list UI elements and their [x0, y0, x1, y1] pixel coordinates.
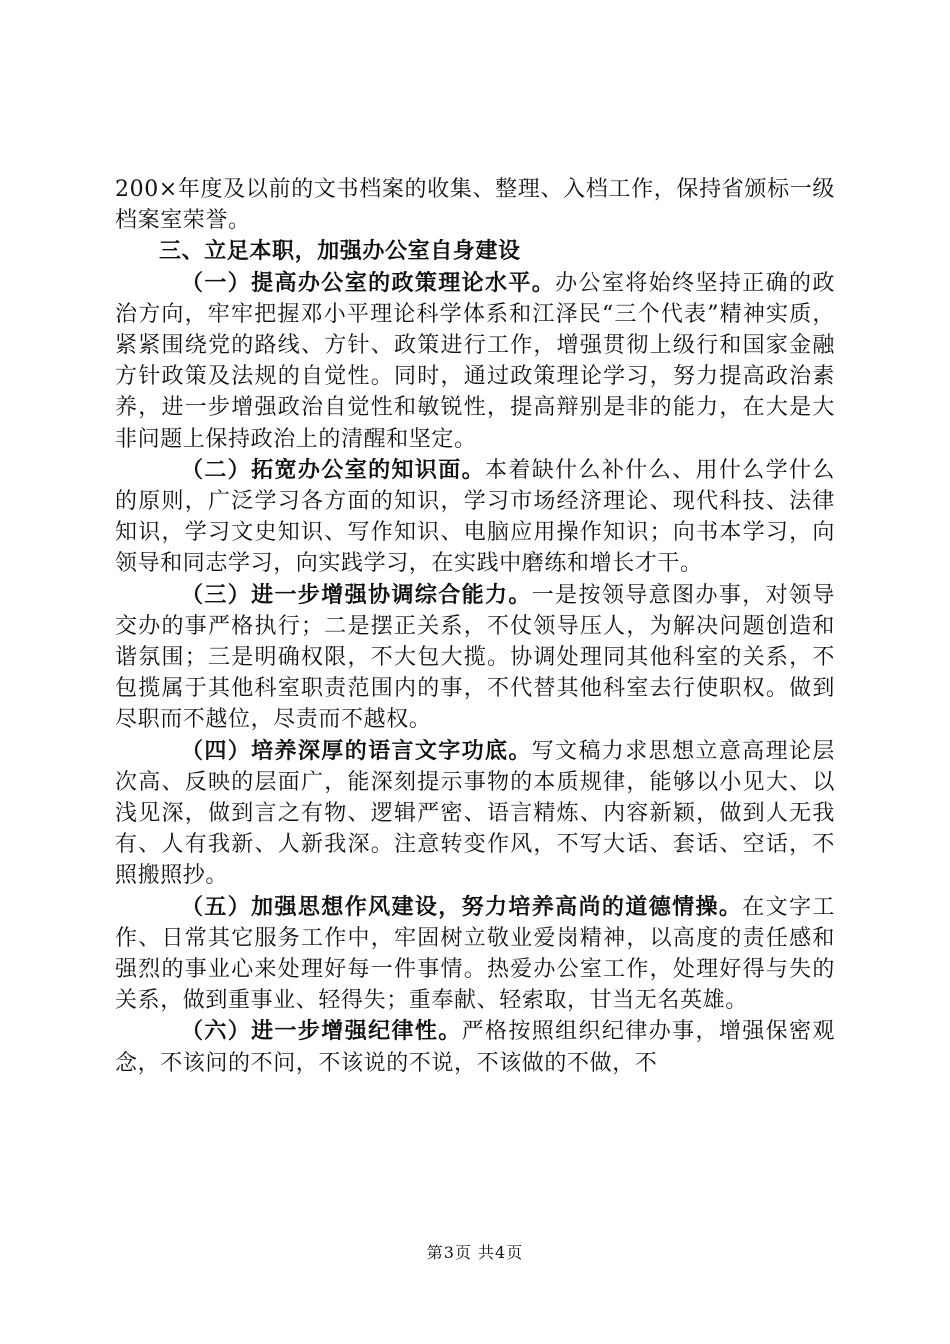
- item-body: 写文稿力求思想立意高理论层次高、反映的层面广，能深刻提示事物的本质规律，能够以小见大、以浅见深，做到言之有物、逻辑严密、语言精炼、内容新颖，做到人无我有、人有我新、人新我深。注意转变作风，不写大话、套话、空话，不照搬照抄。: [115, 738, 835, 889]
- item-paragraph: [115, 455, 835, 580]
- item-lead: （六）进一步增强纪律性。: [181, 1019, 462, 1045]
- page-footer: 第3页 共4页: [426, 1243, 524, 1262]
- item-paragraph: [115, 1016, 835, 1078]
- item-paragraph: [115, 268, 835, 455]
- item-paragraph: [115, 736, 835, 892]
- item-lead: （三）进一步增强协调综合能力。: [181, 582, 532, 608]
- document-body: [115, 174, 835, 1079]
- section-heading: 三、立足本职，加强办公室自身建设: [159, 239, 521, 265]
- item-body: 一是按领导意图办事，对领导交办的事严格执行；二是摆正关系，不仗领导压人，为解决问题创造和谐氛围；三是明确权限，不大包大揽。协调处理同其他科室的关系，不包揽属于其他科室职责范围内的事，不代替其他科室去行使职权。做到尽职而不越位，尽责而不越权。: [115, 582, 835, 733]
- item-paragraph: [115, 892, 835, 1017]
- item-lead: （五）加强思想作风建设，努力培养高尚的道德情操。: [181, 894, 743, 920]
- item-paragraph: [115, 580, 835, 736]
- item-body: 严格按照组织纪律办事，增强保密观念，不该问的不问，不该说的不说，不该做的不做，不: [115, 1019, 835, 1076]
- item-body: 本着缺什么补什么、用什么学什么的原则，广泛学习各方面的知识，学习市场经济理论、现代科技、法律知识，学习文史知识、写作知识、电脑应用操作知识；向书本学习，向领导和同志学习，向实践学习，在实践中磨练和增长才干。: [115, 457, 835, 577]
- item-lead: （一）提高办公室的政策理论水平。: [181, 270, 556, 296]
- item-body: 办公室将始终坚持正确的政治方向，牢牢把握邓小平理论科学体系和江泽民“三个代表”精神实质，紧紧围绕党的路线、方针、政策进行工作，增强贯彻上级行和国家金融方针政策及法规的自觉性。同时，通过政策理论学习，努力提高政治素养，进一步增强政治自觉性和敏锐性，提高辩别是非的能力，在大是大非问题上保持政治上的清醒和坚定。: [115, 270, 836, 452]
- item-body: 在文字工作、日常其它服务工作中，牢固树立敬业爱岗精神，以高度的责任感和强烈的事业心来处理好每一件事情。热爱办公室工作，处理好得与失的关系，做到重事业、轻得失；重奉献、轻索取，甘当无名英雄。: [115, 894, 836, 1014]
- item-lead: （二）拓宽办公室的知识面。: [181, 457, 485, 483]
- intro-paragraph: 200×年度及以前的文书档案的收集、整理、入档工作，保持省颁标一级档案室荣誉。: [115, 177, 835, 234]
- item-lead: （四）培养深厚的语言文字功底。: [181, 738, 532, 764]
